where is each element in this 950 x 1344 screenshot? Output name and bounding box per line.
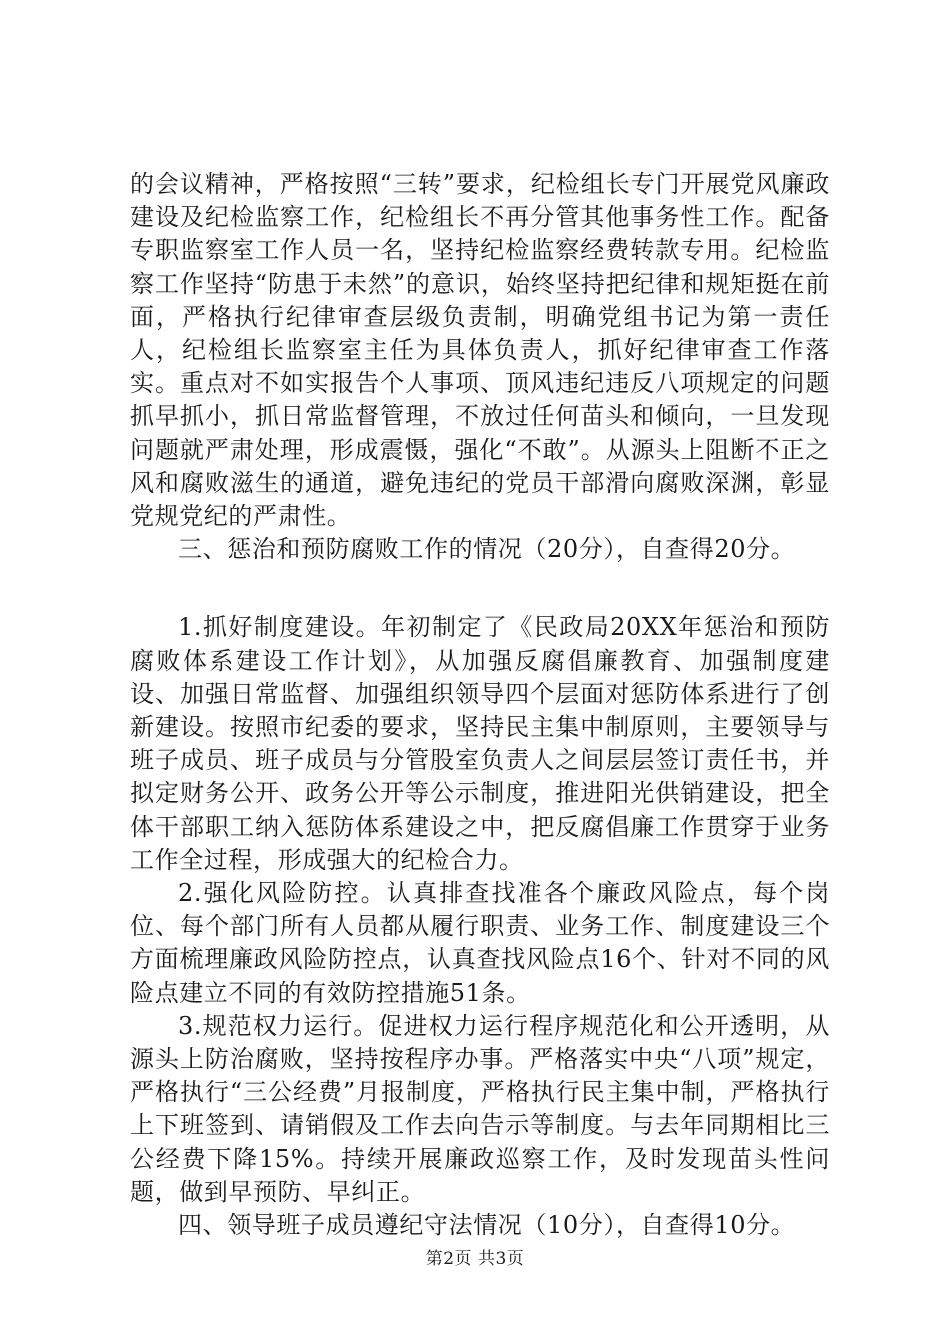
paragraph-system-building: 1.抓好制度建设。年初制定了《民政局20XX年惩治和预防腐败体系建设工作计划》，从加强反腐倡廉教育、加强制度建设、加强日常监督、加强组织领导四个层面对惩防体系进行了创新建设。按照市纪委的要求，坚持民主集中制原则，主要领导与班子成员、班子成员与分管股室负责人之间层层签订责任书，并拟定财务公开、政务公开等公示制度，推进阳光供销建设，把全体干部职工纳入惩防体系建设之中，把反腐倡廉工作贯穿于业务工作全过程，形成强大的纪检合力。 <box>130 613 830 874</box>
page-number-footer: 第2页 共3页 <box>425 1249 525 1269</box>
paragraph-power-regulation: 3.规范权力运行。促进权力运行程序规范化和公开透明，从源头上防治腐败，坚持按程序办事。严格落实中央“八项”规定，严格执行“三公经费”月报制度，严格执行民主集中制，严格执行上下班签到、请销假及工作去向告示等制度。与去年同期相比三公经费下降15%。持续开展廉政巡察工作，及时发现苗头性问题，做到早预防、早纠正。 <box>130 1011 830 1206</box>
heading-section-three: 三、惩治和预防腐败工作的情况（20分），自查得20分。 <box>178 535 796 564</box>
document-body <box>130 168 830 1242</box>
paragraph-spacer <box>130 566 830 611</box>
heading-section-four: 四、领导班子成员遵纪守法情况（10分），自查得10分。 <box>178 1211 796 1240</box>
paragraph-discipline-inspection: 的会议精神，严格按照“三转”要求，纪检组长专门开展党风廉政建设及纪检监察工作，纪检组长不再分管其他事务性工作。配备专职监察室工作人员一名，坚持纪检监察经费转款专用。纪检监察工作坚持“防患于未然”的意识，始终坚持把纪律和规矩挺在前面，严格执行纪律审查层级负责制，明确党组书记为第一责任人，纪检组长监察室主任为具体负责人，抓好纪律审查工作落实。重点对不如实报告个人事项、顶风违纪违反八项规定的问题抓早抓小，抓日常监督管理，不放过任何苗头和倾向，一旦发现问题就严肃处理，形成震慑，强化“不敢”。从源头上阻断不正之风和腐败滋生的通道，避免违纪的党员干部滑向腐败深渊，彰显党规党纪的严肃性。 <box>130 170 830 531</box>
paragraph-risk-control: 2.强化风险防控。认真排查找准各个廉政风险点，每个岗位、每个部门所有人员都从履行职责、业务工作、制度建设三个方面梳理廉政风险防控点，认真查找风险点16个、针对不同的风险点建立不同的有效防控措施51条。 <box>130 879 830 1007</box>
